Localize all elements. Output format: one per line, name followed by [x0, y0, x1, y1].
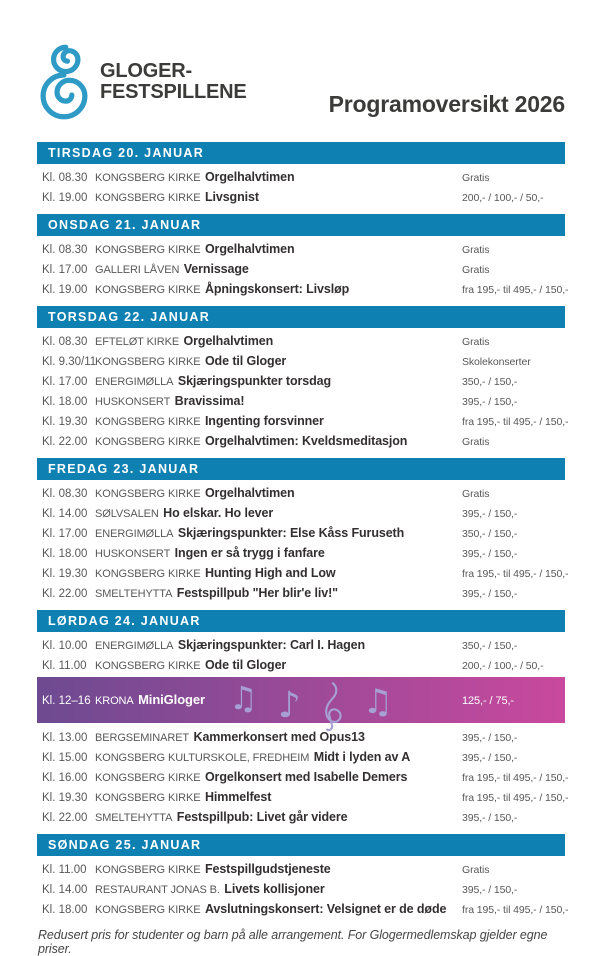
program-list: [37, 142, 569, 919]
event-title: Festspillpub: Livet går videre: [176, 810, 348, 824]
event-row: [37, 351, 565, 371]
event-price: 395,- / 150,-: [462, 547, 518, 560]
event-price: Gratis: [462, 263, 490, 276]
event-row: [37, 747, 565, 767]
event-description: [95, 259, 462, 280]
event-row: [37, 655, 565, 675]
event-row: [37, 411, 569, 431]
event-title: Åpningskonsert: Livsløp: [204, 282, 350, 296]
event-description: [95, 727, 462, 748]
event-time: Kl. 13.00: [42, 731, 88, 744]
day-header: ONSDAG 21. JANUAR: [37, 214, 565, 236]
event-description: [95, 879, 462, 900]
day-header: TIRSDAG 20. JANUAR: [37, 142, 565, 164]
brand-line2: FESTSPILLENE: [100, 81, 247, 103]
day-header: FREDAG 23. JANUAR: [37, 458, 565, 480]
eighth-note-icon: ♪: [277, 685, 301, 726]
event-description: [95, 187, 462, 208]
event-venue: KONGSBERG KIRKE: [95, 864, 201, 876]
event-description: [95, 787, 462, 808]
event-description: [95, 411, 462, 432]
event-description: [95, 431, 462, 452]
event-time: Kl. 19.30: [42, 567, 88, 580]
event-title: Vernissage: [183, 262, 249, 276]
event-description: [95, 583, 462, 604]
event-venue: KONGSBERG KIRKE: [95, 488, 201, 500]
event-title: Orgelhalvtimen: [204, 242, 295, 256]
event-title: Festspillpub "Her blir'e liv!": [176, 586, 338, 600]
event-row: [37, 807, 565, 827]
event-venue: KONGSBERG KIRKE: [95, 792, 201, 804]
event-price: Gratis: [462, 863, 490, 876]
event-price: fra 195,- til 495,- / 150,-: [462, 791, 569, 804]
event-title: Livsgnist: [204, 190, 259, 204]
event-row: [37, 899, 569, 919]
event-title: Skjæringspunkter torsdag: [177, 374, 332, 388]
event-time: Kl. 18.00: [42, 547, 88, 560]
event-price: 395,- / 150,-: [462, 731, 518, 744]
event-row: [37, 879, 565, 899]
event-time: Kl. 12–16: [42, 694, 91, 707]
beamed-note-icon: ♫: [229, 679, 258, 717]
event-price: Gratis: [462, 335, 490, 348]
event-time: Kl. 22.00: [42, 435, 88, 448]
event-venue: KONGSBERG KIRKE: [95, 172, 201, 184]
event-venue: KONGSBERG KIRKE: [95, 416, 201, 428]
event-price: 350,- / 150,-: [462, 639, 518, 652]
event-price: fra 195,- til 495,- / 150,-: [462, 283, 569, 296]
event-time: Kl. 11.00: [42, 659, 87, 672]
event-title: Orgelhalvtimen: [204, 486, 295, 500]
event-venue: KONGSBERG KIRKE: [95, 436, 201, 448]
event-time: Kl. 11.00: [42, 863, 87, 876]
event-time: Kl. 17.00: [42, 263, 88, 276]
gloger-logo-icon: [37, 42, 91, 122]
event-time: Kl. 19.30: [42, 791, 88, 804]
event-venue: KRONA: [95, 695, 134, 707]
event-venue: KONGSBERG KIRKE: [95, 192, 201, 204]
event-time: Kl. 08.30: [42, 243, 88, 256]
event-price: fra 195,- til 495,- / 150,-: [462, 903, 569, 916]
event-price: 395,- / 150,-: [462, 587, 518, 600]
event-time: Kl. 18.00: [42, 395, 88, 408]
event-title: Skjæringspunkter: Else Kåss Furuseth: [177, 526, 405, 540]
event-row: [37, 279, 569, 299]
event-description: [95, 239, 462, 260]
day-section: [37, 142, 565, 207]
event-venue: KONGSBERG KIRKE: [95, 356, 201, 368]
event-description: [95, 767, 462, 788]
event-time: Kl. 10.00: [42, 639, 88, 652]
event-row: [37, 583, 565, 603]
event-description: [95, 279, 462, 300]
event-venue: KONGSBERG KIRKE: [95, 284, 201, 296]
page-title: Programoversikt 2026: [328, 91, 565, 117]
event-venue: GALLERI LÅVEN: [95, 264, 180, 276]
event-title: Ode til Gloger: [204, 658, 287, 672]
event-row: [37, 239, 565, 259]
event-time: Kl. 14.00: [42, 507, 88, 520]
event-row: [37, 563, 569, 583]
event-venue: KONGSBERG KIRKE: [95, 904, 201, 916]
event-title: Orgelhalvtimen: Kveldsmeditasjon: [204, 434, 408, 448]
event-price: 200,- / 100,- / 50,-: [462, 191, 544, 204]
event-time: Kl. 08.30: [42, 335, 88, 348]
event-venue: BERGSEMINARET: [95, 732, 190, 744]
event-description: [95, 351, 462, 372]
event-description: [95, 543, 462, 564]
event-price: 395,- / 150,-: [462, 883, 518, 896]
event-description: [95, 523, 462, 544]
event-time: Kl. 9.30/11: [42, 355, 97, 368]
event-description: [95, 167, 462, 188]
event-description: [95, 563, 462, 584]
event-price: Gratis: [462, 435, 490, 448]
event-description: [95, 859, 462, 880]
event-description: [95, 331, 462, 352]
event-price: fra 195,- til 495,- / 150,-: [462, 567, 569, 580]
brand-name: [100, 61, 247, 103]
event-row: [37, 767, 569, 787]
event-price: 200,- / 100,- / 50,-: [462, 659, 544, 672]
event-title: Festspillgudstjeneste: [204, 862, 331, 876]
event-row: [37, 727, 565, 747]
event-time: Kl. 15.00: [42, 751, 88, 764]
event-title: Skjæringspunkter: Carl I. Hagen: [177, 638, 366, 652]
event-price: 350,- / 150,-: [462, 527, 518, 540]
event-description: [95, 747, 462, 768]
event-time: Kl. 17.00: [42, 375, 88, 388]
event-price: fra 195,- til 495,- / 150,-: [462, 771, 569, 784]
event-venue: HUSKONSERT: [95, 396, 171, 408]
brand: [37, 42, 247, 122]
event-venue: KONGSBERG KIRKE: [95, 772, 201, 784]
event-title: Orgelhalvtimen: [204, 170, 295, 184]
event-row: [37, 543, 565, 563]
event-title: Ho elskar. Ho lever: [163, 506, 274, 520]
day-section: [37, 306, 569, 451]
event-time: Kl. 18.00: [42, 903, 88, 916]
event-venue: SØLVSALEN: [95, 508, 159, 520]
header: [37, 40, 565, 122]
event-row: [37, 859, 565, 879]
event-price: fra 195,- til 495,- / 150,-: [462, 415, 569, 428]
event-time: Kl. 19.00: [42, 283, 88, 296]
day-header: SØNDAG 25. JANUAR: [37, 834, 565, 856]
event-row: [37, 187, 565, 207]
event-description: [95, 503, 462, 524]
event-row: [37, 787, 569, 807]
event-price: Gratis: [462, 487, 490, 500]
event-time: Kl. 19.30: [42, 415, 88, 428]
event-price: 395,- / 150,-: [462, 507, 518, 520]
event-row: [37, 635, 565, 655]
event-price: 350,- / 150,-: [462, 375, 518, 388]
brand-line1: GLOGER-: [100, 60, 192, 83]
event-title: Orgelhalvtimen: [183, 334, 274, 348]
event-title: Livets kollisjoner: [224, 882, 325, 896]
event-description: [95, 899, 462, 920]
event-price: 125,- / 75,-: [462, 694, 514, 707]
event-title: Ode til Gloger: [204, 354, 287, 368]
day-section: [37, 834, 569, 919]
event-description: [95, 483, 462, 504]
event-title: Midt i lyden av A: [313, 750, 411, 764]
event-title: Ingenting forsvinner: [204, 414, 324, 428]
event-venue: KONGSBERG KIRKE: [95, 568, 201, 580]
event-venue: HUSKONSERT: [95, 548, 171, 560]
event-description: [95, 635, 462, 656]
event-description: [95, 807, 462, 828]
event-venue: KONGSBERG KULTURSKOLE, FREDHEIM: [95, 752, 310, 764]
event-row: [37, 331, 565, 351]
day-header: TORSDAG 22. JANUAR: [37, 306, 565, 328]
footer-note: Redusert pris for studenter og barn på alle arrangement. For Glogermedlemskap gjelder egne priser.: [38, 928, 548, 956]
event-row: [37, 431, 565, 451]
day-section: [37, 610, 569, 827]
event-time: Kl. 22.00: [42, 811, 88, 824]
event-time: Kl. 08.30: [42, 487, 88, 500]
event-time: Kl. 08.30: [42, 171, 88, 184]
event-title: Orgelkonsert med Isabelle Demers: [204, 770, 408, 784]
event-venue: SMELTEHYTTA: [95, 812, 173, 824]
day-section: [37, 458, 569, 603]
event-venue: RESTAURANT JONAS B.: [95, 884, 220, 896]
event-venue: KONGSBERG KIRKE: [95, 244, 201, 256]
event-title: Himmelfest: [204, 790, 272, 804]
event-description: [95, 655, 462, 676]
event-title: Hunting High and Low: [204, 566, 336, 580]
event-row: [37, 167, 565, 187]
event-description: [95, 371, 462, 392]
event-venue: ENERGIMØLLA: [95, 640, 174, 652]
event-price: Skolekonserter: [462, 355, 531, 368]
event-price: Gratis: [462, 171, 490, 184]
event-time: Kl. 19.00: [42, 191, 88, 204]
event-description: [95, 677, 462, 724]
event-venue: SMELTEHYTTA: [95, 588, 173, 600]
event-venue: KONGSBERG KIRKE: [95, 660, 201, 672]
highlight-event-row: [37, 677, 565, 726]
event-price: 395,- / 150,-: [462, 751, 518, 764]
event-title: Ingen er så trygg i fanfare: [174, 546, 325, 560]
event-time: Kl. 17.00: [42, 527, 88, 540]
day-header: LØRDAG 24. JANUAR: [37, 610, 565, 632]
beamed-note-icon: ♫: [362, 682, 394, 722]
event-time: Kl. 16.00: [42, 771, 88, 784]
event-time: Kl. 22.00: [42, 587, 88, 600]
event-venue: ENERGIMØLLA: [95, 376, 174, 388]
event-row: [37, 503, 565, 523]
day-section: [37, 214, 569, 299]
event-description: [95, 391, 462, 412]
event-price: 395,- / 150,-: [462, 811, 518, 824]
event-venue: ENERGIMØLLA: [95, 528, 174, 540]
event-row: [37, 391, 565, 411]
event-row: [37, 523, 565, 543]
event-time: Kl. 14.00: [42, 883, 88, 896]
event-price: Gratis: [462, 243, 490, 256]
event-title: Bravissima!: [174, 394, 245, 408]
event-title: MiniGloger: [138, 692, 205, 707]
event-row: [37, 483, 565, 503]
event-row: [37, 259, 565, 279]
event-title: Kammerkonsert med Opus13: [193, 730, 365, 744]
event-price: 395,- / 150,-: [462, 395, 518, 408]
event-row: [37, 371, 565, 391]
event-title: Avslutningskonsert: Velsignet er de døde: [204, 902, 447, 916]
event-venue: EFTELØT KIRKE: [95, 336, 180, 348]
